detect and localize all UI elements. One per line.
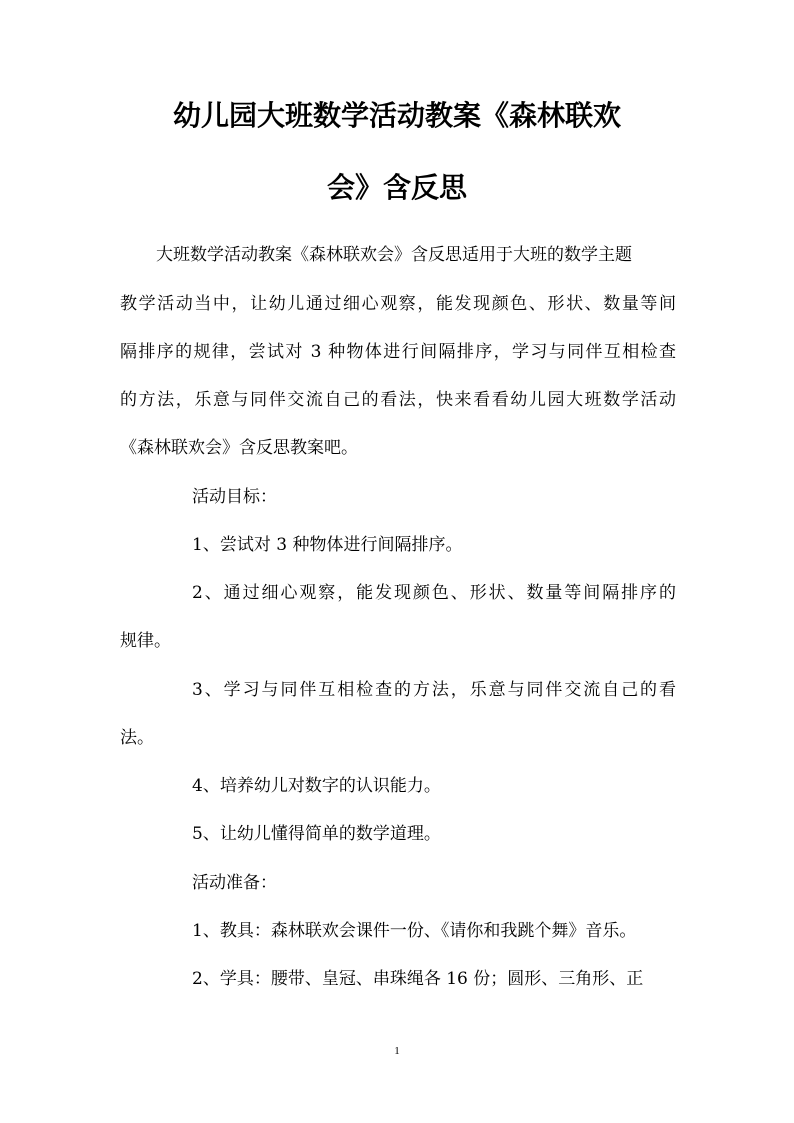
goal-item-3: 3、学习与同伴互相检查的方法，乐意与同伴交流自己的看 [192, 680, 676, 700]
intro-line-2: 教学活动当中，让幼儿通过细心观察，能发现颜色、形状、数量等间 [120, 294, 676, 314]
goal-item-5: 5、让幼儿懂得简单的数学道理。 [192, 824, 441, 844]
document-title-line-2: 会》含反思 [326, 171, 467, 204]
intro-line-5: 《森林联欢会》含反思教案吧。 [120, 438, 358, 458]
goal-item-2: 2、通过细心观察，能发现颜色、形状、数量等间隔排序的 [192, 583, 676, 603]
document-title-line-1: 幼儿园大班数学活动教案《森林联欢 [172, 99, 621, 132]
page-number: 1 [394, 1045, 400, 1057]
intro-line-4: 的方法，乐意与同伴交流自己的看法，快来看看幼儿园大班数学活动 [120, 390, 676, 410]
prep-item-2: 2、学具：腰带、皇冠、串珠绳各 16 份；圆形、三角形、正 [192, 969, 644, 989]
prep-item-1: 1、教具：森林联欢会课件一份、《请你和我跳个舞》音乐。 [192, 921, 637, 941]
goal-item-4: 4、培养幼儿对数字的认识能力。 [192, 776, 441, 796]
intro-line-1: 大班数学活动教案《森林联欢会》含反思适用于大班的数学主题 [156, 245, 632, 265]
goal-item-1: 1、尝试对 3 种物体进行间隔排序。 [192, 535, 463, 555]
intro-line-3: 隔排序的规律，尝试对 3 种物体进行间隔排序，学习与同伴互相检查 [120, 342, 676, 362]
goals-heading: 活动目标： [192, 487, 277, 507]
goal-item-3-continued: 法。 [120, 728, 154, 748]
goal-item-2-continued: 规律。 [120, 631, 171, 651]
prep-heading: 活动准备： [192, 873, 277, 893]
